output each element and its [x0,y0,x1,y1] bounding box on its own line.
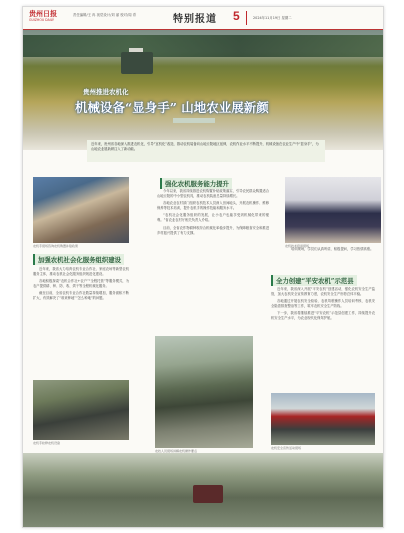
tractor-shape [193,485,223,503]
newspaper-page [22,6,384,528]
paragraph: 今年以来，我省持续推进农机购置补贴政策落实，引导农民群众购置适合山地丘陵的中小型农机具，推动农机装备总量持续增长。 [157,189,269,199]
caption-e: 农机安全宣传活动现场 [271,446,302,450]
editor-credits: 责任编辑/王 冉 视觉设计/刘 丽 校对/周 青 [73,13,137,17]
subhead-service-capacity: 强化农机服务能力提升 [160,178,232,189]
paragraph: 目前，全省农作物耕种收综合机械化率稳步提升，为保障粮食安全和推进乡村振兴提供了有力支撑。 [157,225,269,235]
article-column-middle [157,189,269,329]
article-column-right [271,287,375,387]
byline-bar [173,118,215,123]
paragraph: 培训现场，学员们认真听讲，积极提问，学习热情高涨。 [291,247,374,251]
caption-d: 农机手检修农机设备 [33,441,61,445]
article-column-left [33,267,129,375]
masthead [23,7,383,30]
photo-safety-campaign [271,393,375,445]
hero-treeline [23,35,383,57]
photo-field-demonstration [155,336,253,448]
article-column-right-top [285,247,381,271]
caption-c: 农技人员现场讲解农机操作要点 [155,449,198,453]
section-title: 特别报道 [173,14,217,25]
subhead-safe-machinery: 全力创建“平安农机”示范县 [271,275,357,286]
photo-machine-repair [33,380,129,440]
lead-text: 近年来，贵州省各地深入推进农机化，引导“宜机化”改造，推动农机装备向山地丘陵地区延伸，农机作业水平不断提升，机械设备在农业生产中“显身手”，为山地农业展新颜注入了新动能。 [91,142,319,151]
lead-paragraph [87,140,325,162]
paragraph: 近年来，我省大力培育农机专业合作社、家庭农场等新型农机服务主体，推动农机社会化服务组织规范化建设。 [33,267,129,277]
caption-b: 农机技术培训现场 [285,244,310,248]
harvester-machine [121,52,153,74]
paragraph: “农机社会化服务组织的发展，让小农户也能享受到机械化带来的便利。”省农业农村厅相关负责人介绍。 [157,213,269,223]
paragraph: 各地积极探索“农机合作社+农户”“全程托管”等服务模式，为农户提供耕、种、防、收、烘干等全程机械化服务。 [33,279,129,289]
paragraph: 各地农业农村部门组织农机技术人员深入田间地头，开展农机操作、维修保养等技术培训，提升农机手的操作技能和服务水平。 [157,201,269,211]
page-number: 5 [233,9,240,23]
photo-training-session [285,177,381,243]
newspaper-logo: 贵州日报 [29,9,57,18]
hero-photo [23,30,383,150]
page-number-divider [246,11,247,25]
paragraph: 下一步，我省将继续推进“平安农机”示范县创建工作，持续提升农机安全生产水平，为农业现代化保驾护航。 [271,311,375,321]
main-headline: 机械设备“显身手” 山地农业展新颜 [75,100,269,115]
newspaper-logo-sub: GUIZHOU DAILY [29,18,54,22]
headline-kicker: 贵州推进农机化 [83,88,129,96]
paragraph: 近年来，我省深入开展“平安农机”创建活动，强化农机安全生产监管，加大农机安全宣传教育力度，农机安全生产形势总体平稳。 [271,287,375,297]
paragraph: 各地通过开展农机安全检验、农机驾驶操作人员培训考核、农机安全隐患排查整治等工作，筑牢农机安全生产防线。 [271,299,375,309]
paragraph: 截至目前，全省农机专业合作社数量持续增加，服务面积不断扩大，有效解决了“谁来种地”“怎么种地”的问题。 [33,291,129,301]
subhead-social-service: 加强农机社会化服务组织建设 [33,254,124,265]
photo-subsidy-consultation [33,177,129,243]
caption-a: 农机手现场咨询农机购置补贴政策 [33,244,79,248]
issue-date: 2024年11月19日 星期二 [253,16,292,20]
